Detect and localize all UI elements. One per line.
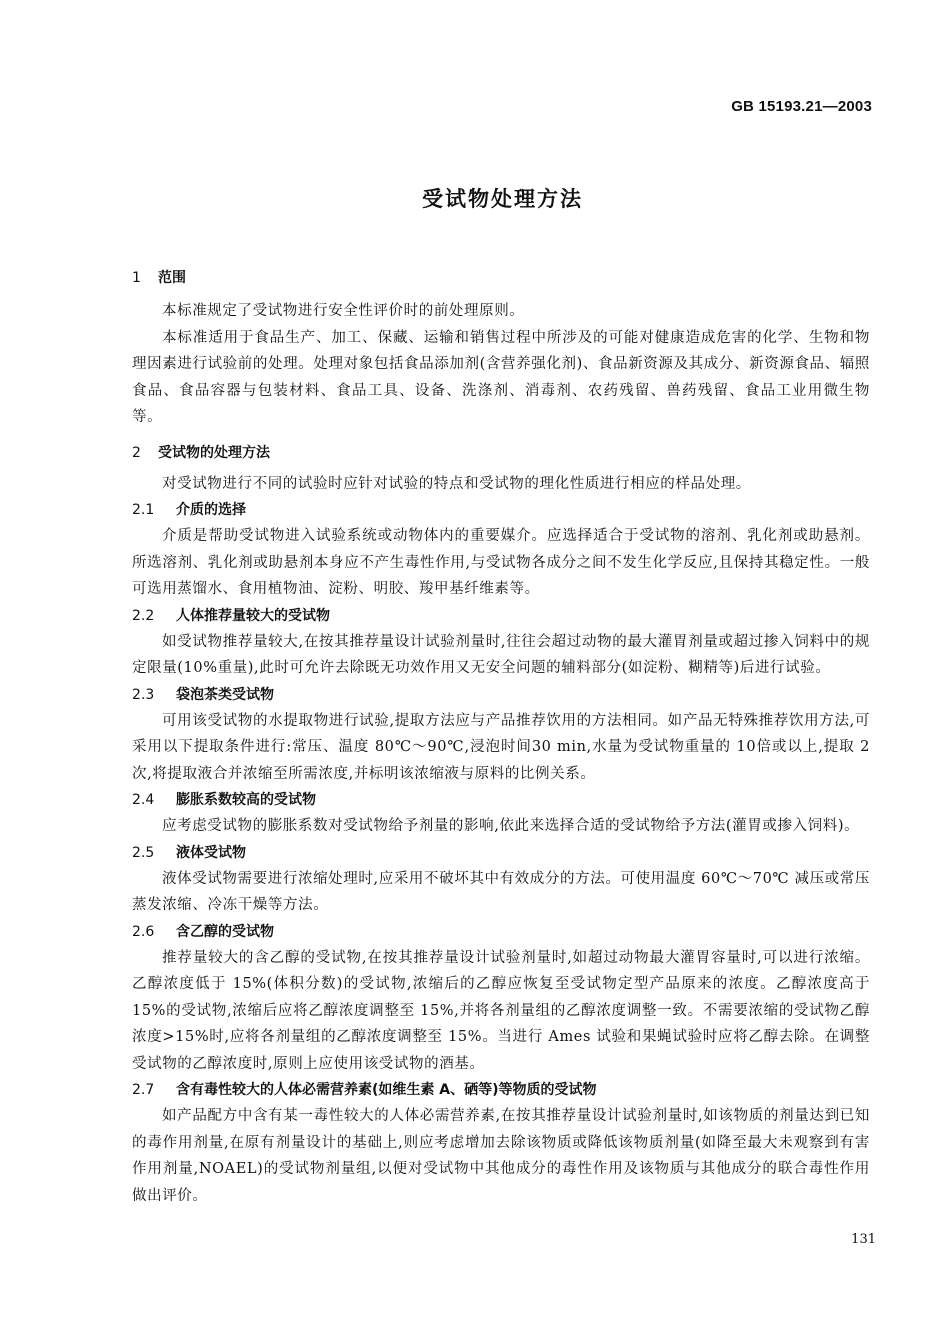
- section-title: 受试物的处理方法: [158, 444, 270, 461]
- subsection-title: 膨胀系数较高的受试物: [176, 792, 316, 808]
- paragraph: 本标准规定了受试物进行安全性评价时的前处理原则。: [162, 303, 525, 319]
- subsection-number: 2.3: [132, 686, 155, 703]
- subsection-heading: [132, 603, 870, 629]
- subsection-title: 人体推荐量较大的受试物: [176, 607, 330, 624]
- document-body: [132, 262, 870, 1209]
- standard-code: GB 15193.21—2003: [731, 98, 872, 115]
- subsection-title: 袋泡茶类受试物: [176, 686, 274, 703]
- paragraph: 推荐量较大的含乙醇的受试物,在按其推荐量设计试验剂量时,如超过动物最大灌胃容量时,可以进行浓缩。乙醇浓度低于 15%(体积分数)的受试物,浓缩后的乙醇应恢复至受试物定型产品原来的浓度。乙醇浓度高于 15%的受试物,浓缩后应将乙醇浓度调整至 15%,并将各剂量组的乙醇浓度调整一致。不需要浓缩的受试物乙醇浓度>15%时,应将各剂量组的乙醇浓度调整至 15%。当进行 Ames 试验和果蝇试验时应将乙醇去除。在调整受试物的乙醇浓度时,原则上应使用该受试物的酒基。: [132, 949, 870, 1072]
- subsection-number: 2.4: [132, 792, 155, 808]
- section-heading: [132, 439, 870, 467]
- section-number: 1: [132, 270, 141, 286]
- subsection-heading: [132, 840, 870, 866]
- subsection-number: 2.7: [132, 1082, 155, 1098]
- subsection-title: 含有毒性较大的人体必需营养素(如维生素 A、硒等)等物质的受试物: [176, 1082, 597, 1098]
- page-number: 131: [851, 1232, 876, 1247]
- subsection-heading: [132, 919, 870, 945]
- paragraph: 如产品配方中含有某一毒性较大的人体必需营养素,在按其推荐量设计试验剂量时,如该物质的剂量达到已知的毒作用剂量,在原有剂量设计的基础上,则应考虑增加去除该物质或降低该物质剂量(如降至最大未观察到有害作用剂量,NOAEL)的受试物剂量组,以便对受试物中其他成分的毒性作用及该物质与其他成分的联合毒性作用做出评价。: [132, 1108, 870, 1204]
- subsection-number: 2.6: [132, 923, 155, 940]
- section-number: 2: [132, 444, 141, 461]
- paragraph: 本标准适用于食品生产、加工、保藏、运输和销售过程中所涉及的可能对健康造成危害的化学、生物和物理因素进行试验前的处理。处理对象包括食品添加剂(含营养强化剂)、食品新资源及其成分、新资源食品、辐照食品、食品容器与包装材料、食品工具、设备、洗涤剂、消毒剂、农药残留、兽药残留、食品工业用微生物等。: [132, 329, 870, 425]
- subsection-number: 2.1: [132, 502, 155, 518]
- paragraph: 介质是帮助受试物进入试验系统或动物体内的重要媒介。应选择适合于受试物的溶剂、乳化剂或助悬剂。所选溶剂、乳化剂或助悬剂本身应不产生毒性作用,与受试物各成分之间不发生化学反应,且保持其稳定性。一般可选用蒸馏水、食用植物油、淀粉、明胶、羧甲基纤维素等。: [132, 528, 870, 597]
- paragraph: 液体受试物需要进行浓缩处理时,应采用不破坏其中有效成分的方法。可使用温度 60℃～70℃ 减压或常压蒸发浓缩、冷冻干燥等方法。: [132, 870, 870, 913]
- paragraph: 如受试物推荐量较大,在按其推荐量设计试验剂量时,往往会超过动物的最大灌胃剂量或超过掺入饲料中的规定限量(10%重量),此时可允许去除既无功效作用又无安全问题的辅料部分(如淀粉、糊精等)后进行试验。: [132, 633, 870, 676]
- subsection-title: 液体受试物: [176, 844, 246, 861]
- subsection-heading: [132, 497, 870, 523]
- subsection-title: 含乙醇的受试物: [176, 923, 274, 940]
- section-heading: [132, 264, 870, 292]
- paragraph: 对受试物进行不同的试验时应针对试验的特点和受试物的理化性质进行相应的样品处理。: [162, 475, 751, 492]
- paragraph: 应考虑受试物的膨胀系数对受试物给予剂量的影响,依此来选择合适的受试物给予方法(灌胃或掺入饲料)。: [162, 818, 860, 834]
- subsection-number: 2.5: [132, 844, 155, 861]
- section-title: 范围: [158, 270, 186, 286]
- subsection-number: 2.2: [132, 607, 155, 624]
- paragraph: 可用该受试物的水提取物进行试验,提取方法应与产品推荐饮用的方法相同。如产品无特殊推荐饮用方法,可采用以下提取条件进行:常压、温度 80℃～90℃,浸泡时间30 min,水量为受试物重量的 10倍或以上,提取 2 次,将提取液合并浓缩至所需浓度,并标明该浓缩液与原料的比例关系。: [132, 712, 870, 782]
- subsection-heading: [132, 1077, 870, 1103]
- subsection-heading: [132, 787, 870, 813]
- document-title: 受试物处理方法: [422, 187, 583, 211]
- subsection-title: 介质的选择: [176, 502, 246, 518]
- subsection-heading: [132, 682, 870, 708]
